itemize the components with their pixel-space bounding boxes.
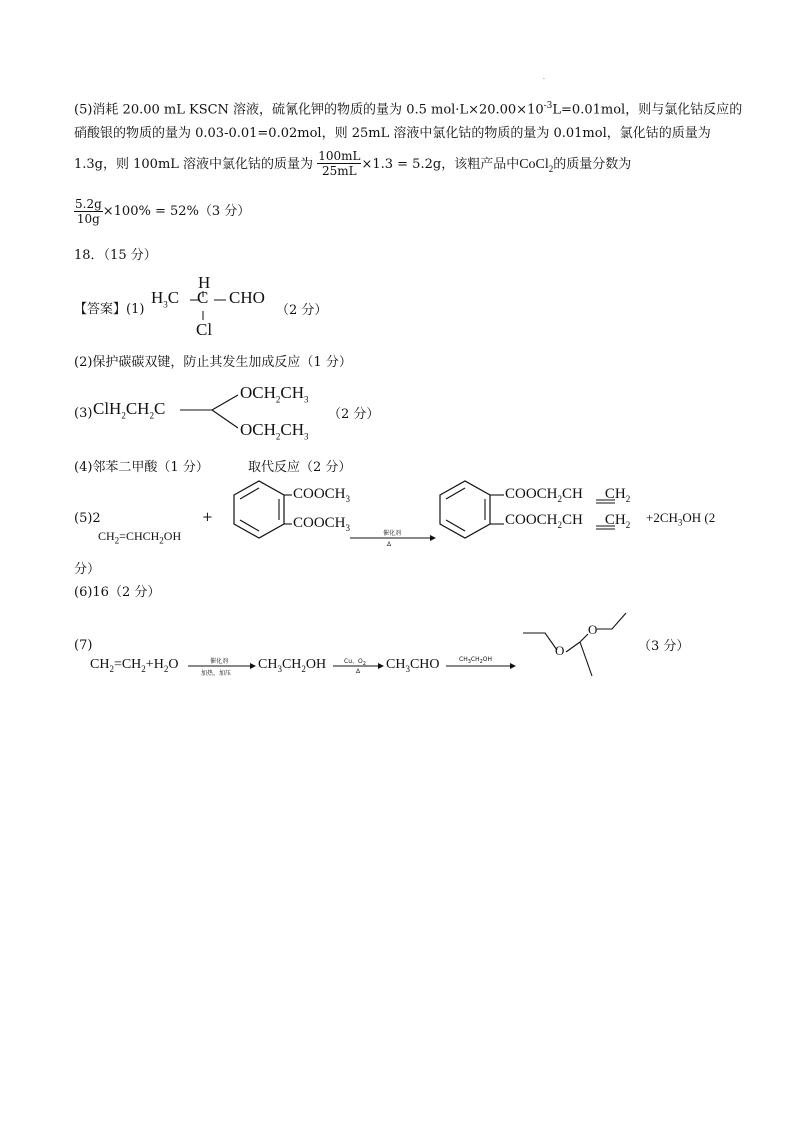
cocl2-text: CoCl: [519, 157, 549, 172]
a1-left-sub: 3: [163, 299, 168, 310]
a7-s1-CH: CH: [90, 657, 110, 672]
a7-cond3-s2: 2: [479, 659, 483, 666]
a3-CH: CH: [125, 399, 150, 418]
p5-line3-end: 的质量分数为: [553, 157, 632, 172]
p5-line4-score: （3 分）: [198, 204, 251, 219]
a5-delta: Δ: [387, 541, 392, 548]
frac1-numerator: 100mL: [318, 149, 361, 163]
p5-line4-tail: ×100% = 52%: [102, 204, 199, 219]
a3-label: (3): [74, 406, 93, 421]
a5-prod-bot-s1: 2: [557, 520, 563, 530]
a1-right-CHO: CHO: [229, 288, 265, 307]
a5-byproduct-sub: 3: [677, 517, 683, 528]
a7-cond1-bottom: 加热，加压: [201, 670, 232, 677]
a5-prod-top-CH2: CH: [604, 486, 626, 502]
a7-cond2-text: Cu、O: [344, 658, 363, 665]
a1-left-H: H: [151, 288, 164, 307]
cocl2-sub: 2: [548, 163, 554, 174]
a3-sub1: 2: [121, 410, 126, 421]
a3-score: （2 分）: [328, 407, 380, 422]
a7-s1-sub3: 2: [163, 663, 169, 674]
a5-prod-top-CH: CH: [562, 486, 583, 502]
a1-H-top: H: [198, 273, 211, 292]
a7-s1-tail: +H: [145, 657, 164, 672]
a7-s2-CH: CH: [258, 657, 278, 672]
a7-s1-sub: 2: [109, 663, 114, 674]
a5-prod-bot-CH: CH: [562, 512, 583, 528]
a5-score-wrap: 分）: [74, 562, 101, 577]
a5-catalyst: 催化剂: [383, 530, 402, 537]
a1-left-C: C: [167, 288, 180, 307]
a7-oxygen-2: O: [588, 622, 598, 637]
a7-cond3-s1: 3: [467, 659, 471, 666]
a5-byproduct-text: +2CH: [646, 510, 678, 525]
a7-step3: [386, 657, 440, 674]
a5-r1-OH: OH: [163, 529, 182, 543]
a1-center-C: C: [197, 288, 209, 307]
p5-line1-text: (5)消耗 20.00 mL KSCN 溶液，硫氰化钾的物质的量为 0.5 mol·L×20.00×10: [74, 102, 544, 118]
a5-ester-top-sub: 3: [345, 494, 351, 504]
a3-top-OCH: OCH: [240, 383, 276, 402]
a7-cond2-bottom: Δ: [356, 668, 361, 675]
a5-r1-tail: =CHCH: [119, 529, 160, 543]
answer-label: 【答案】(1): [74, 302, 145, 317]
a3-bot-s1: 2: [275, 431, 281, 442]
a6-text: (6)16（2 分）: [74, 585, 161, 600]
a7-cond3-mid: CH: [470, 656, 480, 663]
a3-top-CH: CH: [280, 383, 305, 402]
a3-sub2: 2: [149, 410, 154, 421]
p5-line1-tail: L=0.01mol，则与氯化钴反应的: [552, 102, 743, 118]
a3-bot-CH: CH: [280, 420, 305, 439]
a5-prod-top-s1: 2: [557, 494, 563, 504]
a7-s3-sub: 3: [405, 663, 410, 674]
a7-s2-sub: 3: [277, 663, 282, 674]
a1-score: （2 分）: [276, 303, 328, 318]
a7-s2-mid: CH: [281, 657, 302, 672]
a3-top-s1: 2: [275, 394, 281, 405]
a5-label: (5)2: [74, 511, 101, 526]
a4-right: 取代反应（2 分）: [248, 460, 352, 475]
stray-dot: ·: [543, 76, 545, 83]
a4-left: (4)邻苯二甲酸（1 分）: [74, 460, 209, 475]
a3-bot-s2: 3: [304, 431, 309, 442]
p5-line1-sup: -3: [543, 101, 553, 111]
a7-s1-O: O: [168, 657, 179, 672]
frac2-denominator: 10g: [76, 212, 100, 226]
a7-s1-mid: =CH: [113, 657, 142, 672]
a5-ester-bot-sub: 3: [345, 523, 351, 533]
a5-prod-top-s2: 2: [625, 494, 631, 504]
a5-r1-sub: 2: [114, 535, 120, 546]
a7-cond3-top: [459, 656, 492, 665]
a3-C: C: [153, 399, 166, 418]
a7-cond2-sub: 2: [362, 661, 366, 668]
q18-header: 18．（15 分）: [74, 248, 157, 263]
a5-ester-bot-text: COOCH: [293, 515, 346, 531]
p5-line3-pre: 1.3g，则 100mL 溶液中氯化钴的质量为: [74, 157, 314, 172]
a5-prod-bot-s2: 2: [625, 520, 631, 530]
a7-oxygen-1: O: [555, 643, 565, 658]
a5-prod-bot-COOCH: COOCH: [505, 512, 558, 528]
a3-bot-OCH: OCH: [240, 420, 276, 439]
frac2-numerator: 5.2g: [75, 197, 102, 211]
a7-s1-sub2: 2: [141, 663, 146, 674]
a7-cond2-top: [344, 656, 366, 667]
a7-s2-sub2: 2: [301, 663, 306, 674]
a5-prod-top-COOCH: COOCH: [505, 486, 558, 502]
a5-r1-CH: CH: [98, 529, 115, 543]
a5-prod-bot-CH2: CH: [604, 512, 626, 528]
a3-ClH: ClH: [93, 399, 122, 418]
a7-cond3-OH: OH: [482, 656, 493, 663]
a7-label: (7): [74, 638, 93, 653]
a7-s2-OH: OH: [305, 657, 327, 672]
a5-byproduct-end: OH (2: [682, 510, 716, 525]
a5-r1-sub2: 2: [159, 535, 164, 546]
p5-line3-mid: ×1.3 = 5.2g: [361, 157, 442, 172]
a7-cond1-top: 催化剂: [210, 658, 229, 665]
p5-line2: 硝酸银的物质的量为 0.03-0.01=0.02mol，则 25mL 溶液中氯化钴的物质的量为 0.01mol，氯化钴的质量为: [74, 126, 711, 141]
a7-s3-CHO: CHO: [409, 657, 440, 672]
a5-plus: +: [202, 510, 213, 525]
frac1-denominator: 25mL: [322, 164, 357, 178]
a1-Cl: Cl: [196, 320, 213, 339]
a5-ester-top-text: COOCH: [293, 486, 346, 502]
a7-score: （3 分）: [638, 639, 690, 654]
a7-s3-CH: CH: [386, 657, 406, 672]
a7-cond3-CH: CH: [459, 656, 468, 663]
a2-text: (2)保护碳碳双键，防止其发生加成反应（1 分）: [74, 355, 352, 370]
p5-line3-post: ，该粗产品中: [441, 157, 520, 172]
a3-top-s2: 3: [304, 394, 309, 405]
a7-step2: [258, 657, 326, 674]
